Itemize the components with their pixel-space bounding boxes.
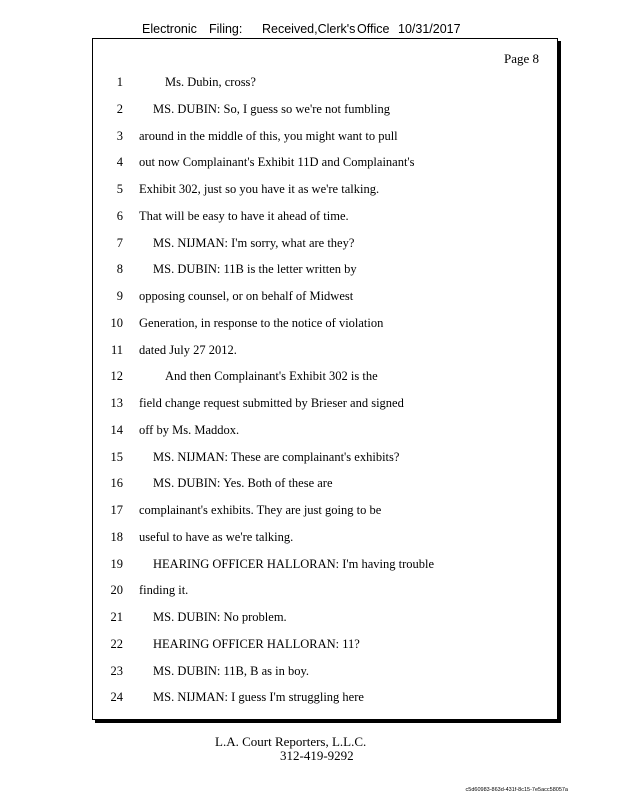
transcript-page	[92, 38, 558, 720]
line-number: 19	[110, 556, 123, 571]
line-text: useful to have as we're talking.	[139, 529, 294, 544]
line-number: 22	[110, 636, 123, 651]
line-text: opposing counsel, or on behalf of Midwest	[139, 289, 354, 303]
line-number: 5	[116, 182, 123, 196]
line-text: out now Complainant's Exhibit 11D and Complainant's	[139, 155, 415, 170]
line-number: 1	[116, 75, 123, 89]
line-number: 18	[110, 529, 123, 544]
line-number: 14	[110, 422, 123, 437]
line-text: MS. NIJMAN: I guess I'm struggling here	[153, 690, 364, 705]
document-id: c5d60983-863d-431f-8c15-7e5acc58057a	[465, 787, 568, 793]
reporter-firm: L.A. Court Reporters, L.L.C.	[215, 734, 367, 749]
line-number: 21	[110, 610, 123, 624]
line-number: 2	[116, 101, 123, 116]
line-text: finding it.	[139, 583, 189, 598]
line-number: 13	[110, 396, 123, 410]
stamp-word-office: Office	[357, 22, 390, 36]
line-number: 24	[110, 690, 123, 705]
line-text: around in the middle of this, you might want to pull	[139, 128, 398, 143]
line-text: MS. DUBIN: 11B, B as in boy.	[153, 663, 310, 678]
line-number: 11	[110, 342, 123, 357]
line-text: HEARING OFFICER HALLORAN: 11?	[153, 636, 360, 651]
line-number: 16	[110, 476, 123, 491]
line-text: That will be easy to have it ahead of time.	[139, 208, 349, 223]
line-number: 12	[110, 369, 123, 384]
line-number: 15	[110, 449, 123, 464]
line-text: MS. NIJMAN: These are complainant's exhibits?	[153, 449, 400, 464]
line-text: And then Complainant's Exhibit 302 is the	[165, 369, 378, 384]
line-number: 20	[110, 583, 123, 598]
line-number: 8	[116, 262, 123, 277]
line-text: dated July 27 2012.	[139, 342, 237, 357]
stamp-word-electronic: Electronic	[142, 22, 197, 36]
line-text: Exhibit 302, just so you have it as we're talking.	[139, 182, 380, 196]
stamp-date: 10/31/2017	[398, 22, 461, 36]
line-number: 9	[116, 289, 123, 303]
line-number: 6	[116, 208, 123, 223]
line-text: MS. DUBIN: So, I guess so we're not fumbling	[153, 101, 390, 116]
page-number: Page 8	[503, 51, 539, 66]
line-number: 7	[116, 235, 123, 250]
line-text: Generation, in response to the notice of violation	[139, 315, 384, 330]
line-text: field change request submitted by Brieser and signed	[139, 396, 404, 410]
stamp-word-filing: Filing:	[209, 22, 243, 36]
reporter-phone: 312-419-9292	[280, 748, 354, 763]
line-text: MS. NIJMAN: I'm sorry, what are they?	[153, 235, 355, 250]
line-number: 4	[116, 155, 123, 170]
line-number: 3	[116, 128, 123, 143]
line-text: Ms. Dubin, cross?	[165, 75, 256, 89]
line-text: MS. DUBIN: Yes. Both of these are	[153, 476, 333, 491]
line-number: 10	[110, 315, 123, 330]
line-text: complainant's exhibits. They are just going to be	[139, 503, 382, 517]
stamp-word-received: Received,Clerk's	[262, 22, 356, 36]
line-text: off by Ms. Maddox.	[139, 422, 240, 437]
line-number: 23	[110, 663, 123, 678]
line-number: 17	[110, 503, 123, 517]
line-text: HEARING OFFICER HALLORAN: I'm having trouble	[153, 556, 435, 571]
line-text: MS. DUBIN: No problem.	[153, 610, 287, 624]
line-text: MS. DUBIN: 11B is the letter written by	[153, 262, 357, 277]
